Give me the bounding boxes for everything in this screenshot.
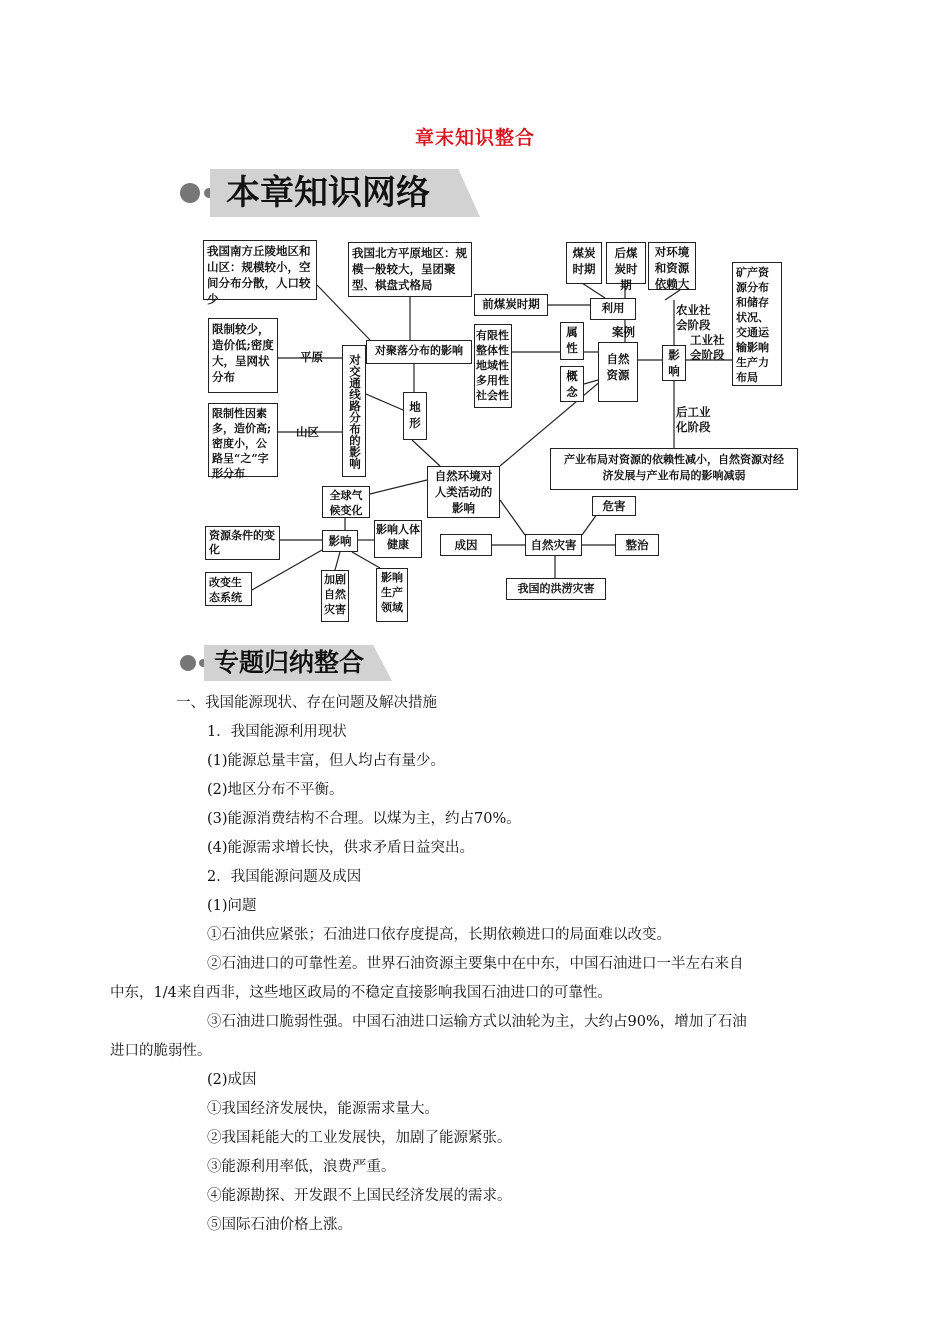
paragraph: (4)能源需求增长快，供求矛盾日益突出。 <box>207 840 475 856</box>
node-resource-traits: 有限性整体性地域性多用性社会性 <box>474 324 512 408</box>
node-mineral-resources: 矿产资源分布和储存状况、交通运输影响生产力布局 <box>732 262 782 386</box>
label-ind-stage: 工业社会阶段 <box>690 333 725 362</box>
paragraph: ①我国经济发展快，能源需求量大。 <box>207 1101 439 1117</box>
node-natural-resources: 自然资源 <box>598 342 638 402</box>
node-influence: 影响 <box>662 345 686 381</box>
node-mountain-limit: 限制性因素多，造价高;密度小，公路呈“之”字形分布 <box>208 403 278 477</box>
node-ecosystem: 改变生态系统 <box>205 572 252 606</box>
node-env-dependence: 对环境和资源依赖大 <box>648 242 696 290</box>
node-coal-period: 煤炭时期 <box>566 242 602 284</box>
node-health: 影响人体健康 <box>374 520 422 558</box>
node-industry-layout: 产业布局对资源的依赖性减小，自然资源对经济发展与产业布局的影响减弱 <box>550 448 798 490</box>
paragraph: ⑤国际石油价格上涨。 <box>207 1217 352 1233</box>
label-agri-stage: 农业社会阶段 <box>676 303 711 332</box>
node-north-plain: 我国北方平原地区：规模一般较大，呈团聚型、棋盘式格局 <box>348 242 472 297</box>
node-plain-limit: 限制较少，造价低;密度大，呈网状分布 <box>208 318 278 393</box>
paragraph: (2)地区分布不平衡。 <box>207 782 344 798</box>
paragraph: ④能源勘探、开发跟不上国民经济发展的需求。 <box>207 1188 512 1204</box>
node-south-hills: 我国南方丘陵地区和山区：规模较小，空间分布分散，人口较少 <box>203 240 317 300</box>
label-plain: 平原 <box>300 350 323 364</box>
summary-text <box>110 689 816 1240</box>
section-banner-summary <box>180 645 392 681</box>
paragraph: ②我国耗能大的工业发展快，加剧了能源紧张。 <box>207 1130 512 1146</box>
node-landform: 地形 <box>403 392 427 440</box>
paragraph: (2)成因 <box>207 1072 257 1088</box>
subheading: 1．我国能源利用现状 <box>207 724 347 740</box>
node-pre-coal-period: 前煤炭时期 <box>474 294 548 316</box>
node-env-impact: 自然环境对人类活动的影响 <box>427 466 500 518</box>
node-use: 利用 <box>590 298 636 320</box>
node-cause: 成因 <box>440 534 492 556</box>
node-settlement-influence: 对聚落分布的影响 <box>366 340 472 364</box>
paragraph: (3)能源消费结构不合理。以煤为主，约占70%。 <box>207 811 521 827</box>
node-influence-2: 影响 <box>322 530 358 552</box>
paragraph: ③能源利用率低，浪费严重。 <box>207 1159 396 1175</box>
subheading: 2．我国能源问题及成因 <box>207 869 362 885</box>
node-production: 影响生产领域 <box>376 568 408 622</box>
node-aggravate-disaster: 加剧自然灾害 <box>321 570 349 622</box>
banner-dot-large <box>180 655 196 671</box>
node-transport-influence: 对交通线路分布的影响 <box>342 345 366 477</box>
paragraph: ②石油进口的可靠性差。世界石油资源主要集中在中东，中国石油进口一半左右来自中东，1/4来自西非，这些地区政局的不稳定直接影响我国石油进口的可靠性。 <box>110 956 744 1001</box>
page-title: 章末知识整合 <box>414 127 535 149</box>
paragraph: (1)能源总量丰富，但人均占有量少。 <box>207 753 446 769</box>
node-attribute: 属性 <box>560 322 584 360</box>
label-case: 案例 <box>612 325 635 339</box>
paragraph: (1)问题 <box>207 898 257 914</box>
label-post-industrial: 后工业化阶段 <box>676 405 711 434</box>
node-harm: 危害 <box>592 496 636 516</box>
node-concept: 概念 <box>560 366 584 402</box>
node-natural-disaster: 自然灾害 <box>525 534 582 556</box>
node-flood: 我国的洪涝灾害 <box>506 578 606 600</box>
node-governance: 整治 <box>615 534 659 556</box>
banner-title: 本章知识网络 <box>226 173 430 213</box>
section-heading: 一、我国能源现状、存在问题及解决措施 <box>176 695 437 711</box>
node-post-coal-period: 后煤炭时期 <box>606 242 646 284</box>
node-climate-change: 全球气候变化 <box>322 486 370 518</box>
label-mountain: 山区 <box>296 425 319 439</box>
banner-title: 专题归纳整合 <box>214 648 365 677</box>
paragraph: ③石油进口脆弱性强。中国石油进口运输方式以油轮为主，大约占90%，增加了石油进口的脆弱性。 <box>110 1014 747 1059</box>
paragraph: ①石油供应紧张；石油进口依存度提高，长期依赖进口的局面难以改变。 <box>207 927 671 943</box>
node-resource-change: 资源条件的变化 <box>205 526 280 560</box>
